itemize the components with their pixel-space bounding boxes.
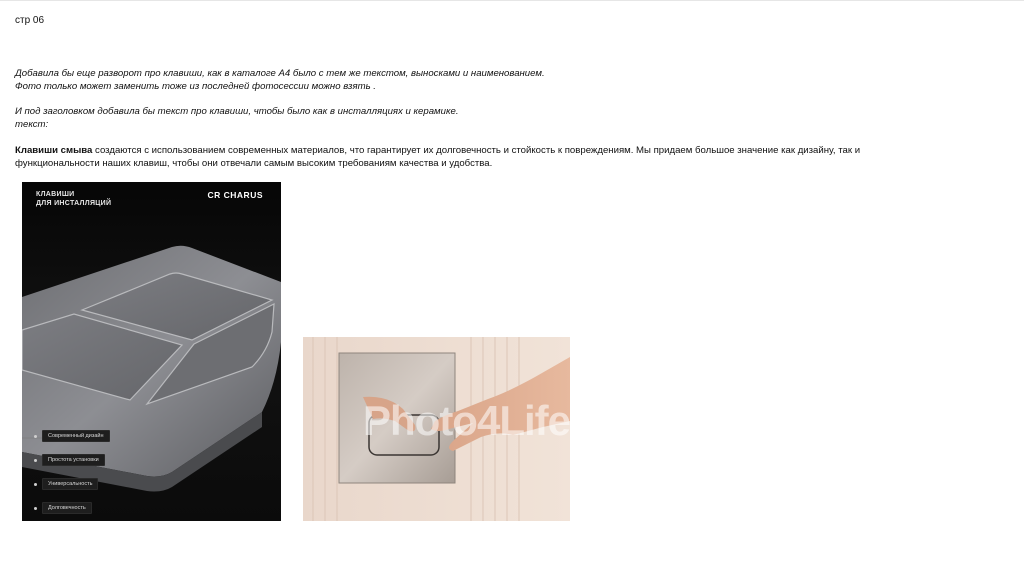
comment-line: текст: <box>15 119 49 130</box>
watermark-text-bold: 4Life <box>476 397 570 444</box>
comment-block-2 <box>15 105 459 131</box>
comment-block-1 <box>15 67 545 93</box>
top-divider <box>0 0 1024 1</box>
page-number: стр 06 <box>15 15 45 26</box>
bullet-icon <box>34 459 37 462</box>
feature-label: Простота установки <box>42 454 105 466</box>
description-paragraph <box>15 144 895 170</box>
feature-label: Современный дизайн <box>42 430 110 442</box>
description-bold-term: Клавиши смыва <box>15 145 93 156</box>
catalog-image <box>22 182 281 521</box>
catalog-title-line: ДЛЯ ИНСТАЛЛЯЦИЙ <box>36 200 112 207</box>
feature-callout <box>34 454 110 466</box>
comment-line: Добавила бы еще разворот про клавиши, как в каталоге А4 было с тем же текстом, выносками и наименованием. <box>15 68 545 79</box>
feature-label: Долговечность <box>42 502 92 514</box>
catalog-title-line: КЛАВИШИ <box>36 191 75 198</box>
description-text: функциональности наших клавиш, чтобы они отвечали самым высоким требованиям качества и удобства. <box>15 158 493 169</box>
bullet-icon <box>34 435 37 438</box>
feature-callouts <box>34 430 110 521</box>
feature-callout <box>34 430 110 442</box>
bullet-icon <box>34 507 37 510</box>
feature-callout <box>34 478 110 490</box>
photo-watermark <box>303 397 570 445</box>
feature-label: Универсальность <box>42 478 98 490</box>
comment-line: И под заголовком добавила бы текст про клавиши, чтобы было как в инсталляциях и керамике. <box>15 106 459 117</box>
brand-logo: CR CHARUS <box>207 190 263 200</box>
description-text: создаются с использованием современных материалов, что гарантирует их долговечность и стойкость к повреждениям. Мы придаем большое значение как дизайну, так и <box>92 145 861 156</box>
product-photo <box>303 337 570 521</box>
watermark-text: Photo <box>363 397 477 444</box>
comment-line: Фото только может заменить тоже из последней фотосессии можно взять . <box>15 81 376 92</box>
catalog-title <box>36 190 111 208</box>
feature-callout <box>34 502 110 514</box>
bullet-icon <box>34 483 37 486</box>
